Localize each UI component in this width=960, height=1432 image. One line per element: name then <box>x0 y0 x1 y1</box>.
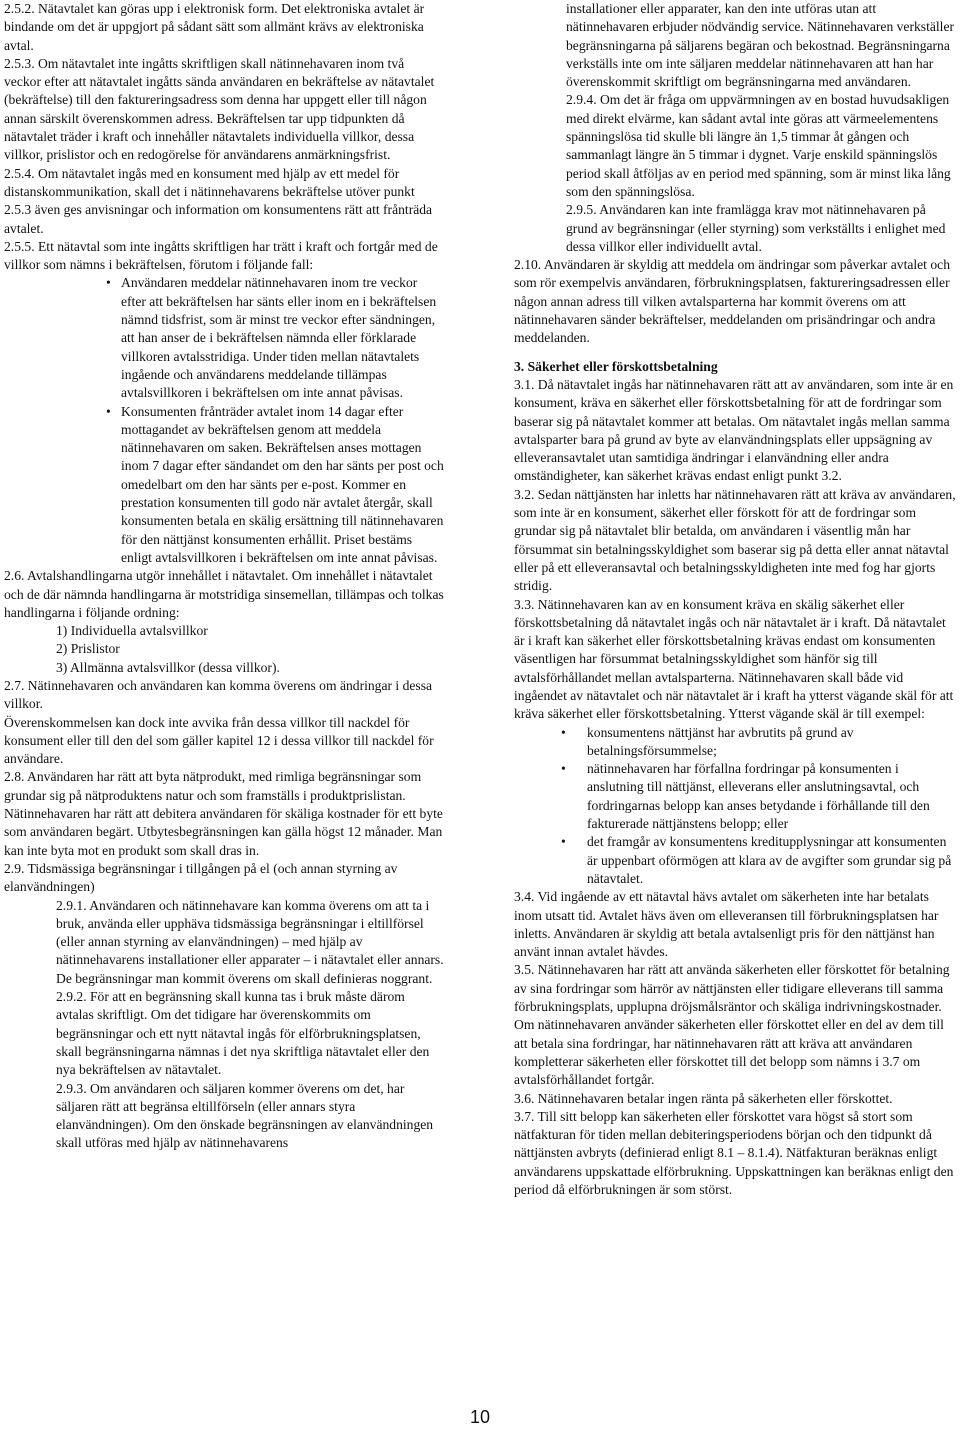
bullet-text: Användaren meddelar nätinnehavaren inom tre veckor efter att bekräftelsen har sänts eller inom en i bekräftelsen nämnd tidsfrist, som är minst tre veckor efter sändningen, att han anser de i bekräftelsen nämnda eller förklarade villkoren avtalsstridiga. Under tiden mellan nätavtalets ingående och användarens meddelande tillämpas avtalsvillkoren i bekräftelsen om inte annat påvisas. <box>121 275 437 401</box>
bullet-text: nätinnehavaren har förfallna fordringar på konsumenten i anslutning till nättjänst, elleverans eller anslutningsavtal, och fordringarnas belopp kan anses betydande i förhållande till den fakturerade nättjänstens belopp; eller <box>587 761 930 832</box>
list-item <box>514 760 958 833</box>
clause-2-9-3-cont: installationer eller apparater, kan den inte utföras utan att nätinnehavaren erbjuder nödvändig service. Nätinnehavaren verkställer begränsningarna på säljarens begäran och bekostnad. Begränsningarna verkställs inte om inte säljaren meddelar nätinnehavaren att han har överenskommit skriftligt om begränsningarna med användaren. <box>566 1 955 90</box>
clause-2-5-3: 2.5.3. Om nätavtalet inte ingåtts skriftligen skall nätinnehavaren inom två veckor efter att nätavtalet ingåtts sända användaren en bekräftelse av nätavtalet (bekräftelse) till den faktureringsadress som denna har uppgett eller till någon annan särskilt överenskommen adress. Bekräftelsen tar upp tidpunkten då nätavtalet träder i kraft och innehåller nätavtalets individuella villkor, dessa villkor, prislistor och en redogörelse för användarens anmärkningsfrist. <box>4 55 435 163</box>
clause-2-5-5: 2.5.5. Ett nätavtal som inte ingåtts skriftligen har trätt i kraft och fortgår med de villkor som nämns i bekräftelsen, förutom i följande fall: <box>4 238 438 273</box>
clause-2-10: 2.10. Användaren är skyldig att meddela om ändringar som påverkar avtalet och som rör exempelvis användaren, förbrukningsplatsen, faktureringsadressen eller någon annan adress till vilken avtalsparterna har kommit överens om att nätinnehavaren sänder bekräftelser, meddelanden om prisändringar och andra meddelanden. <box>514 257 950 346</box>
page-number: 10 <box>469 1407 491 1427</box>
order-item-2: 2) Prislistor <box>56 641 120 657</box>
section-heading: 3. Säkerhet eller förskottsbetalning <box>514 358 718 374</box>
bullet-icon: • <box>561 834 566 850</box>
clause-3-4: 3.4. Vid ingående av ett nätavtal hävs avtalet om säkerheten inte har betalats inom utsatt tid. Avtalet hävs även om elleveransen till förbrukningsplatsen har inletts. Användaren är skyldig att betala avtalsenligt pris för den nättjänst han använt innan avtalet hävdes. <box>514 889 939 960</box>
right-column <box>514 0 958 1199</box>
clause-2-9-4: 2.9.4. Om det är fråga om uppvärmningen av en bostad huvudsakligen med direkt elvärme, kan sådant avtal inte göras att värmeelementens spänningslösa tid skulle bli längre än 1,5 timmar åt gången och sammanlagt längre än 5 timmar i dygnet. Varje enskild spänningslös period skall åtföljas av en period med spänning, som är minst lika lång som den spänningslösa. <box>566 92 951 199</box>
clause-2-9-5: 2.9.5. Användaren kan inte framlägga krav mot nätinnehavaren på grund av begränsningar (eller styrning) som verkställts i enlighet med dessa villkor eller individuellt avtal. <box>566 202 946 254</box>
bullet-text: det framgår av konsumentens kreditupplysningar att konsumenten är uppenbart oförmögen att klara av de avgifter som grundar sig på nätavtalet. <box>587 834 952 886</box>
clause-2-9-3: 2.9.3. Om användaren och säljaren kommer överens om det, har säljaren rätt att begränsa eltillförseln (eller annars styra elanvändningen). Om den önskade begränsningen av elanvändningen skall utföras med hjälp av nätinnehavarens <box>56 1080 434 1151</box>
clause-2-8: 2.8. Användaren har rätt att byta nätprodukt, med rimliga begränsningar som grundar sig på nätproduktens natur och som framställs i produktprislistan. Nätinnehavaren har rätt att debitera användaren för skäliga kostnader för ett byte som användaren begärt. Utbytesbegränsningen kan gälla högst 12 månader. Man kan inte byta mot en produkt som skall dras in. <box>4 769 443 858</box>
order-item-1: 1) Individuella avtalsvillkor <box>56 623 208 639</box>
clause-3-6: 3.6. Nätinnehavaren betalar ingen ränta på säkerheten eller förskottet. <box>514 1090 893 1106</box>
clause-2-9-2: 2.9.2. För att en begränsning skall kunna tas i bruk måste därom avtalas skriftligt. Om det tidigare har överenskommits om begränsningar och ett nytt nätavtal ingås för elförbrukningsplatsen, skall begränsningarna nämnas i det nya skriftliga nätavtalet eller den nya bekräftelsen av nätavtalet. <box>56 989 430 1078</box>
bullet-icon: • <box>561 724 566 740</box>
list-item <box>514 724 958 761</box>
left-column <box>4 0 444 1153</box>
clause-3-7: 3.7. Till sitt belopp kan säkerheten eller förskottet vara högst så stort som nätfakturan för tiden mellan debiteringsperiodens början och den tidpunkt då nättjänsten avbryts (definierad enligt 8.1 – 8.1.4). Nätfakturan beräknas enligt användarens uppskattade elförbrukning. Uppskattningen kan beräknas enligt den period då elförbrukningen är som störst. <box>514 1108 954 1197</box>
bullet-text: konsumentens nättjänst har avbrutits på grund av betalningsförsummelse; <box>587 724 854 758</box>
clause-2-9: 2.9. Tidsmässiga begränsningar i tillgången på el (och annan styrning av elanvändningen) <box>4 860 398 895</box>
bullet-icon: • <box>561 761 566 777</box>
clause-2-6: 2.6. Avtalshandlingarna utgör innehållet i nätavtalet. Om innehållet i nätavtalet och de där nämnda handlingarna är motstridiga sinsemellan, tillämpas och tolkas handlingarna i följande ordning: <box>4 568 444 620</box>
list-item <box>4 403 444 568</box>
list-item <box>514 833 958 888</box>
clause-2-7: 2.7. Nätinnehavaren och användaren kan komma överens om ändringar i dessa villkor. <box>4 677 433 712</box>
clause-2-5-4: 2.5.4. Om nätavtalet ingås med en konsument med hjälp av ett medel för distanskommunikation, skall det i nätinnehavarens bekräftelse utöver punkt 2.5.3 även ges anvisningar och information om konsumentens rätt att frånträda avtalet. <box>4 165 433 236</box>
bullet-icon: • <box>106 275 111 291</box>
order-item-3: 3) Allmänna avtalsvillkor (dessa villkor). <box>56 659 280 675</box>
clause-3-2: 3.2. Sedan nättjänsten har inletts har nätinnehavaren rätt att kräva av användaren, som inte är en konsument, säkerhet eller förskott för att de fordringar som grundar sig på nätavtalet blir betalda, om användaren i väsentlig mån har försummat sin betalningsskyldighet som baserar sig på detta eller annat nätavtal eller på ett elleveransavtal och betalningsskyldigheten inte med fog har gjorts stridig. <box>514 486 956 594</box>
list-item <box>4 274 444 402</box>
clause-2-7-b: Överenskommelsen kan dock inte avvika från dessa villkor till nackdel för konsument eller till den del som gäller kapitel 12 i dessa villkor till nackdel för användare. <box>4 714 434 767</box>
clause-3-1: 3.1. Då nätavtalet ingås har nätinnehavaren rätt att av användaren, som inte är en konsument, kräva en säkerhet eller förskottsbetalning för att de fordringar som baserar sig på nätavtalet kommer att betalas. Om nätavtalet ingås mellan samma avtalsparter bara på grund av byte av elanvändningsplats eller uppsägning av elleveransavtalet utan samtidiga ändringar i elanvändning eller andra omständigheter, kan säkerhet krävas endast enligt punkt 3.2. <box>514 376 954 484</box>
clause-3-5: 3.5. Nätinnehavaren har rätt att använda säkerheten eller förskottet för betalning av sina fordringar som härrör av nättjänsten eller tidigare elleverans till samma förbrukningsplats, upplupna dröjsmålsräntor och skäliga indrivningskostnader. Om nätinnehavaren använder säkerheten eller förskottet eller en del av dem till att betala sina fordringar, har nätinnehavaren rätt att kräva att användaren kompletterar säkerheten eller förskottet till det belopp som nämns i 3.7 om avtalsförhållandet fortgår. <box>514 962 950 1088</box>
bullet-text: Konsumenten frånträder avtalet inom 14 dagar efter mottagandet av bekräftelsen genom att meddela nätinnehavaren om saken. Bekräftelsen anses mottagen inom 7 dagar efter sändandet om den har sänts per post och omedelbart om den har sänts per e-post. Kommer en prestation konsumenten till godo när avtalet återgår, skall konsumenten betala en skälig ersättning till nätinnehavaren för den nättjänst konsumenten erhållit. Priset bestäms enligt avtalsvillkoren i bekräftelsen om inte annat påvisas. <box>121 403 444 565</box>
clause-3-3: 3.3. Nätinnehavaren kan av en konsument kräva en skälig säkerhet eller förskottsbetalning då nätavtalet ingås och när nätavtalet är i kraft. Då nätavtalet är i kraft kan säkerhet eller förskottsbetalning krävas endast om konsumenten väsentligen har försummat betalningsskyldighet som hänför sig till avtalsförhållandet mellan avtalsparterna. Nätinnehavaren skall både vid ingåendet av nätavtalet och när nätavtalet är i kraft ha ytterst vägande skäl för att kräva säkerhet eller förskottsbetalning. Ytterst vägande skäl är till exempel: <box>514 596 954 722</box>
clause-2-5-2: 2.5.2. Nätavtalet kan göras upp i elektronisk form. Det elektroniska avtalet är bindande om det är uppgjort på sådant sätt som allmänt krävs av elektroniska avtal. <box>4 1 425 53</box>
bullet-icon: • <box>106 403 111 419</box>
clause-2-9-1: 2.9.1. Användaren och nätinnehavare kan komma överens om att ta i bruk, använda eller upphäva tidsmässiga begränsningar i eltillförsel (eller annan styrning av elanvändningen) – med hjälp av nätinnehavarens installationer eller apparater – i nätavtalet eller annars. De begränsningar man kommit överens om skall definieras noggrant. <box>56 897 444 986</box>
